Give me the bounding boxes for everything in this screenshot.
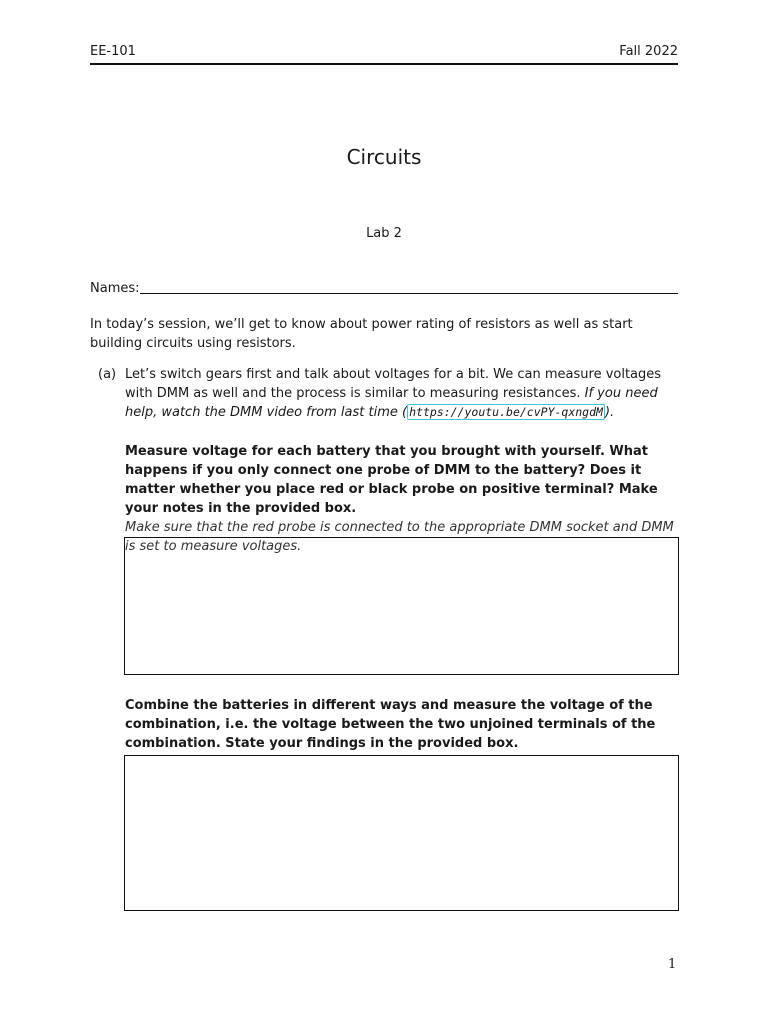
intro-paragraph: In today’s session, we’ll get to know about power rating of resistors as well as start building circuits using resistors.: [90, 317, 633, 351]
page-number: 1: [668, 957, 677, 972]
question-2: [125, 696, 680, 753]
item-a-help-suffix: ).: [604, 405, 615, 420]
video-link[interactable]: https://youtu.be/cvPY-qxngdM: [409, 405, 603, 419]
item-a-text: [125, 365, 680, 422]
answer-box-1[interactable]: [124, 537, 679, 675]
question-2-prompt: Combine the batteries in different ways and measure the voltage of the combination, i.e. the voltage between the two unjoined terminals of the combination. State your findings in the provided box.: [125, 698, 656, 751]
names-label: Names:: [90, 281, 140, 296]
lab-number: Lab 2: [366, 226, 402, 241]
header-rule: [90, 63, 678, 65]
item-a-main-text: Let’s switch gears first and talk about voltages for a bit. We can measure voltages with DMM as well and the process is similar to measuring resistances.: [125, 367, 662, 401]
item-a-marker: (a): [98, 367, 117, 382]
page-title: Circuits: [346, 145, 422, 169]
term: Fall 2022: [619, 44, 678, 59]
names-input-line[interactable]: [140, 293, 678, 294]
answer-box-2[interactable]: [124, 755, 679, 911]
course-code: EE-101: [90, 44, 136, 59]
question-1-prompt: Measure voltage for each battery that you brought with yourself. What happens if you only connect one probe of DMM to the battery? Does it matter whether you place red or black probe on positive terminal? Make your notes in the provided box.: [125, 444, 658, 516]
item-a-help-prefix: If you need help, watch the DMM video from last time (: [125, 386, 658, 420]
question-1-hint: Make sure that the red probe is connected to the appropriate DMM socket and DMM is set to measure voltages.: [125, 520, 674, 554]
